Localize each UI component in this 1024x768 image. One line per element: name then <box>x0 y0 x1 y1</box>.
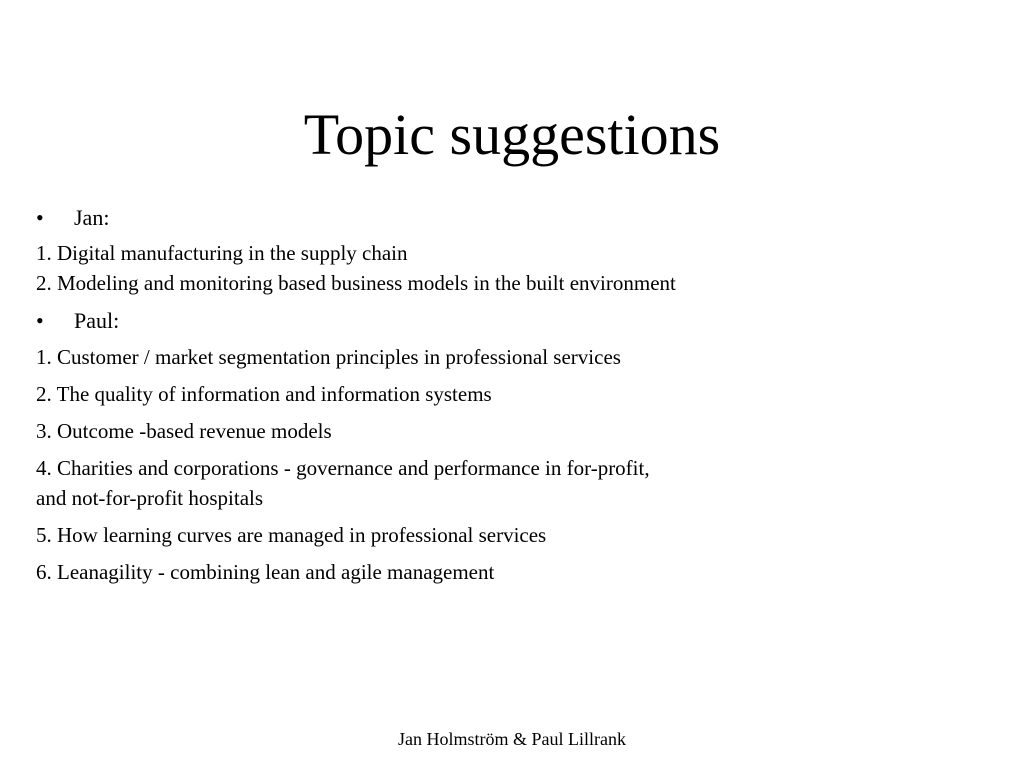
paul-topic-2: 2. The quality of information and information systems <box>36 382 492 406</box>
paul-topic-4-continued: and not-for-profit hospitals <box>36 486 264 510</box>
bullet-icon: • <box>36 205 44 230</box>
jan-topic-2: 2. Modeling and monitoring based business models in the built environment <box>36 271 676 295</box>
slide-footer: Jan Holmström & Paul Lillrank <box>398 729 626 749</box>
bullet-paul <box>36 308 119 334</box>
slide-title: Topic suggestions <box>303 102 721 167</box>
paul-topic-1: 1. Customer / market segmentation principles in professional services <box>36 345 621 369</box>
paul-topic-5: 5. How learning curves are managed in professional services <box>36 523 547 547</box>
bullet-label-paul: Paul: <box>74 308 120 333</box>
bullet-label-jan: Jan: <box>74 205 110 230</box>
bullet-jan <box>36 205 109 231</box>
paul-topic-3: 3. Outcome -based revenue models <box>36 419 332 443</box>
bullet-icon: • <box>36 308 44 333</box>
paul-topic-6: 6. Leanagility - combining lean and agile management <box>36 560 495 584</box>
jan-topic-1: 1. Digital manufacturing in the supply chain <box>36 241 408 265</box>
paul-topic-4: 4. Charities and corporations - governance and performance in for-profit, <box>36 456 650 480</box>
